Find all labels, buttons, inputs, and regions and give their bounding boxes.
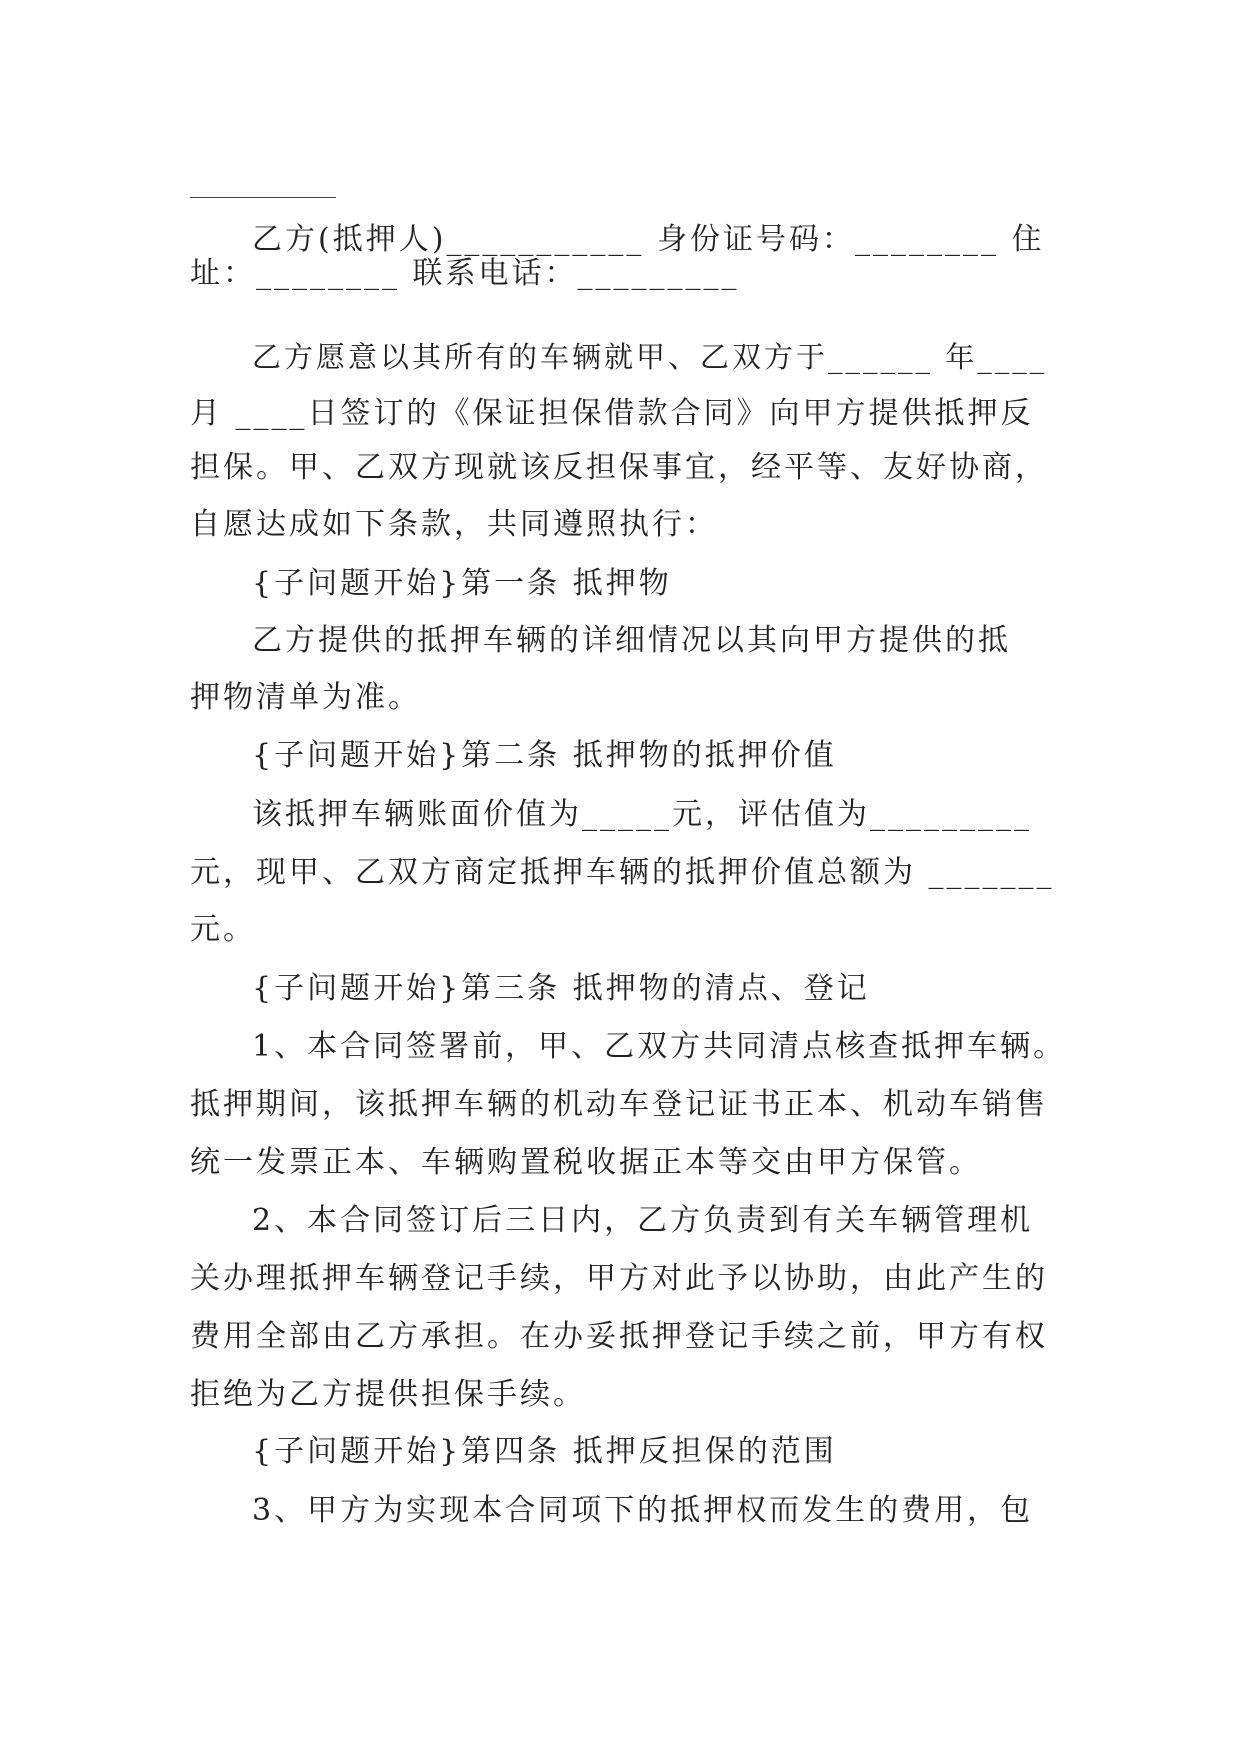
article-body-line xyxy=(190,1145,1070,1181)
text-line: 统一发票正本、车辆购置税收据正本等交由甲方保管。 xyxy=(190,1145,982,1180)
intro-paragraph-line xyxy=(190,340,1070,375)
article-body-line xyxy=(190,797,1070,833)
text-line: {子问题开始}第四条 抵押反担保的范围 xyxy=(252,1434,837,1469)
article-heading xyxy=(190,738,1070,774)
text-line: 拒绝为乙方提供担保手续。 xyxy=(190,1377,586,1412)
text-line: 抵押期间，该抵押车辆的机动车登记证书正本、机动车销售 xyxy=(190,1087,1048,1122)
text-line: 1、本合同签署前，甲、乙双方共同清点核查抵押车辆。 xyxy=(252,1029,1067,1064)
text-line: 月 ____日签订的《保证担保借款合同》向甲方提供抵押反 xyxy=(190,396,1034,431)
article-body-line xyxy=(190,1087,1070,1123)
article-body-line xyxy=(190,1377,1070,1413)
text-line: {子问题开始}第三条 抵押物的清点、登记 xyxy=(252,971,870,1006)
text-line: 关办理抵押车辆登记手续，甲方对此予以协助，由此产生的 xyxy=(190,1261,1048,1296)
article-body-line xyxy=(190,1261,1070,1297)
article-body-line xyxy=(190,1319,1070,1355)
text-line: 乙方愿意以其所有的车辆就甲、乙双方于______ 年____ xyxy=(252,340,1048,374)
address-line xyxy=(190,256,1070,292)
text-line: 元，现甲、乙双方商定抵押车辆的抵押价值总额为 _______ xyxy=(190,855,1055,890)
intro-paragraph-line xyxy=(190,507,1070,543)
text-line: 担保。甲、乙双方现就该反担保事宜，经平等、友好协商， xyxy=(190,450,1048,485)
text-line: 2、本合同签订后三日内，乙方负责到有关车辆管理机 xyxy=(252,1203,1034,1238)
party-b-line xyxy=(190,222,1070,258)
article-body-line xyxy=(190,912,1070,948)
article-body-line xyxy=(190,1493,1070,1529)
text-line: 该抵押车辆账面价值为_____元，评估值为_________ xyxy=(252,797,1032,832)
text-line: 址：________ 联系电话：_________ xyxy=(190,256,740,291)
article-heading xyxy=(190,971,1070,1007)
article-body-line xyxy=(190,623,1070,659)
text-line: {子问题开始}第二条 抵押物的抵押价值 xyxy=(252,738,837,773)
article-body-line xyxy=(190,1203,1070,1239)
article-body-line xyxy=(190,855,1070,891)
top-underline-rule xyxy=(190,197,336,198)
article-body-line xyxy=(190,680,1070,716)
article-heading xyxy=(190,566,1070,602)
text-line: 元。 xyxy=(190,912,256,947)
text-line: 自愿达成如下条款，共同遵照执行： xyxy=(190,507,718,542)
text-line: 3、甲方为实现本合同项下的抵押权而发生的费用，包 xyxy=(252,1493,1034,1528)
text-line: 乙方提供的抵押车辆的详细情况以其向甲方提供的抵 xyxy=(252,623,1011,658)
article-body-line xyxy=(190,1029,1070,1065)
text-line: {子问题开始}第一条 抵押物 xyxy=(252,566,672,601)
intro-paragraph-line xyxy=(190,396,1070,432)
text-line: 费用全部由乙方承担。在办妥抵押登记手续之前，甲方有权 xyxy=(190,1319,1048,1354)
article-heading xyxy=(190,1434,1070,1470)
text-line: 押物清单为准。 xyxy=(190,680,421,715)
text-line: 乙方(抵押人)___________ 身份证号码：________ 住 xyxy=(252,222,1045,257)
intro-paragraph-line xyxy=(190,450,1070,486)
